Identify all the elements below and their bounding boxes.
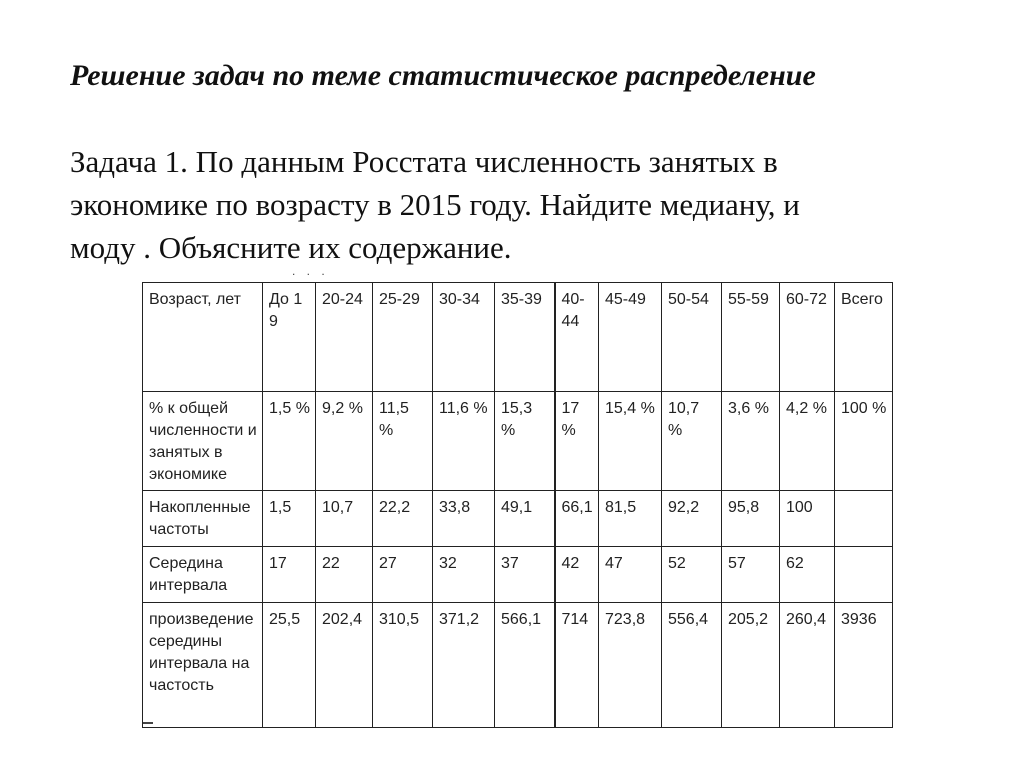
table-cell: 52	[662, 547, 722, 603]
product-row	[143, 603, 893, 728]
table-cell: 15,3 %	[495, 392, 555, 491]
table-cell: 92,2	[662, 491, 722, 547]
table-cell: 11,6 %	[433, 392, 495, 491]
row-header: % к общей численности и занятых в экономике	[143, 392, 263, 491]
table-cell: 40-44	[555, 283, 599, 392]
table-cell: 260,4	[780, 603, 835, 728]
table-cell: 100 %	[835, 392, 893, 491]
table-cell: 95,8	[722, 491, 780, 547]
table-cell: 47	[599, 547, 662, 603]
table-cell: 1,5	[263, 491, 316, 547]
table-cell: 35-39	[495, 283, 555, 392]
percent-row	[143, 392, 893, 491]
table-cell: 49,1	[495, 491, 555, 547]
table-cell: 100	[780, 491, 835, 547]
table-cell: 4,2 %	[780, 392, 835, 491]
table-cell: 25-29	[373, 283, 433, 392]
table-cell: 714	[555, 603, 599, 728]
row-header: Середина интервала	[143, 547, 263, 603]
table-cell: 50-54	[662, 283, 722, 392]
task-line: экономике по возрасту в 2015 году. Найдите медиану, и	[70, 187, 800, 222]
table-cell: Всего	[835, 283, 893, 392]
table-cell: 22	[316, 547, 373, 603]
table-cell: 60-72	[780, 283, 835, 392]
table-cell: 3936	[835, 603, 893, 728]
table-cell: 22,2	[373, 491, 433, 547]
table-cell: 1,5 %	[263, 392, 316, 491]
table-cell: 62	[780, 547, 835, 603]
table-cell: 10,7 %	[662, 392, 722, 491]
table-cell: До 19	[263, 283, 316, 392]
table-cell: 202,4	[316, 603, 373, 728]
table-cell: 45-49	[599, 283, 662, 392]
table-cell: 11,5 %	[373, 392, 433, 491]
table-cell: 42	[555, 547, 599, 603]
table-cell: 17	[263, 547, 316, 603]
table-cell: 371,2	[433, 603, 495, 728]
table-cell: 3,6 %	[722, 392, 780, 491]
row-header: Возраст, лет	[143, 283, 263, 392]
table-cell: 37	[495, 547, 555, 603]
tick-mark	[143, 722, 153, 724]
table-cell: 9,2 %	[316, 392, 373, 491]
table-cell: 723,8	[599, 603, 662, 728]
table-cell: 30-34	[433, 283, 495, 392]
task-line: моду . Объясните их содержание.	[70, 230, 512, 265]
age-distribution-table	[142, 282, 893, 728]
table-cell: 32	[433, 547, 495, 603]
age-row	[143, 283, 893, 392]
table-cell: 310,5	[373, 603, 433, 728]
dots-mark: . . .	[292, 264, 329, 278]
table-cell: 27	[373, 547, 433, 603]
table-cell: 10,7	[316, 491, 373, 547]
slide-title: Решение задач по теме статистическое распределение	[70, 59, 816, 92]
table-cell: 57	[722, 547, 780, 603]
table-cell: 81,5	[599, 491, 662, 547]
table-cell: 20-24	[316, 283, 373, 392]
table-cell: 556,4	[662, 603, 722, 728]
table-cell: 15,4 %	[599, 392, 662, 491]
row-header: произведение середины интервала на частость	[143, 603, 263, 728]
table-cell: 33,8	[433, 491, 495, 547]
midpoint-row	[143, 547, 893, 603]
table-cell: 66,1	[555, 491, 599, 547]
table-cell	[835, 547, 893, 603]
table-cell	[835, 491, 893, 547]
table-cell: 17 %	[555, 392, 599, 491]
table-cell: 205,2	[722, 603, 780, 728]
task-text	[70, 140, 970, 269]
table-cell: 25,5	[263, 603, 316, 728]
row-header: Накопленные частоты	[143, 491, 263, 547]
cumulative-row	[143, 491, 893, 547]
task-line: Задача 1. По данным Росстата численность занятых в	[70, 144, 778, 179]
table-cell: 566,1	[495, 603, 555, 728]
table-cell: 55-59	[722, 283, 780, 392]
